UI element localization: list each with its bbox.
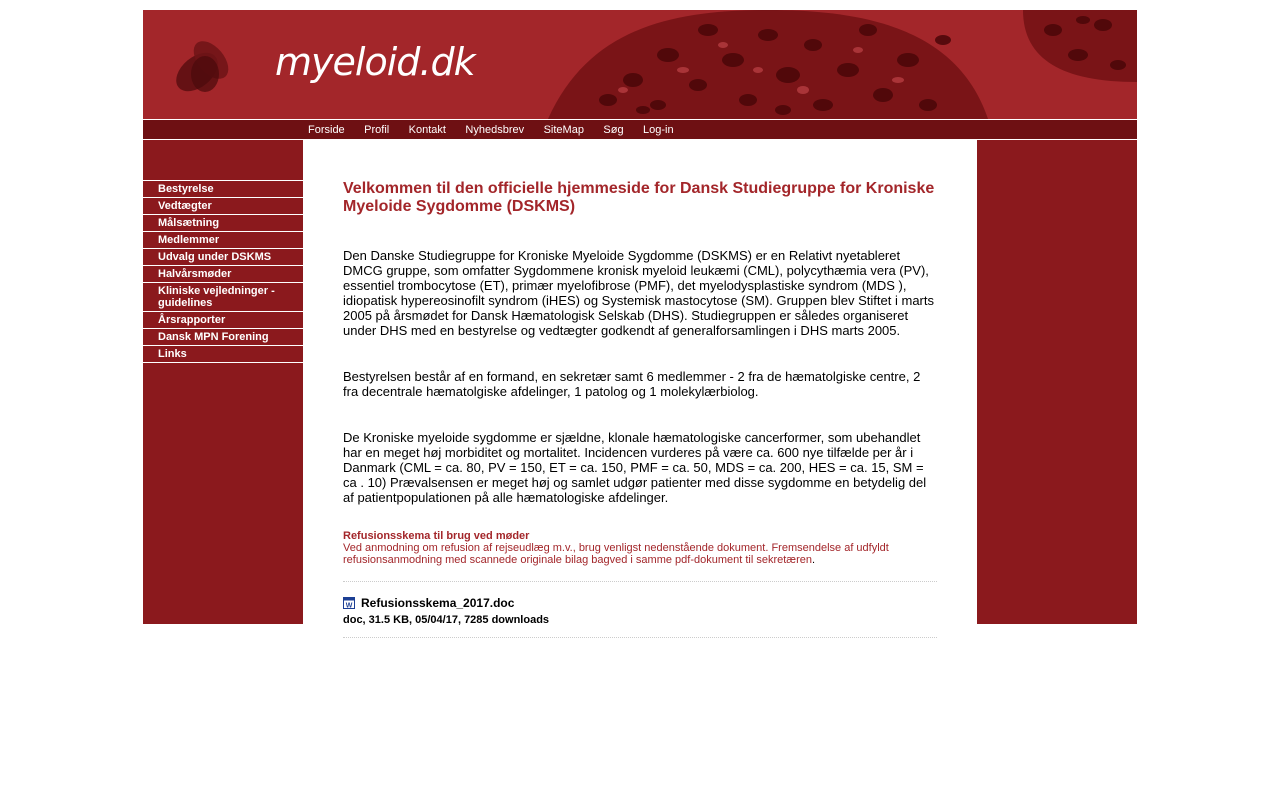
refusion-text: Ved anmodning om refusion af rejseudlæg m.v., brug venligst nedenstående dokument. Fremsendelse af udfyldt refusionsanmodning med scannede originale bilag bagved i samme pdf-dokument til sekretæren bbox=[343, 542, 889, 566]
sidebar-menu bbox=[143, 180, 303, 363]
main-content bbox=[303, 140, 977, 624]
page bbox=[143, 10, 1137, 624]
right-sidebar bbox=[977, 140, 1137, 624]
sidebar-item-bestyrelse[interactable]: Bestyrelse bbox=[143, 181, 303, 198]
blood-cells-corner-image bbox=[1023, 10, 1137, 82]
page-title: Velkommen til den officielle hjemmeside for Dansk Studiegruppe for Kroniske Myeloide Sygdomme (DSKMS) bbox=[343, 180, 935, 215]
nav-soeg[interactable]: Søg bbox=[603, 124, 624, 136]
refusion-section bbox=[343, 530, 937, 566]
left-sidebar bbox=[143, 140, 303, 624]
nav-kontakt[interactable]: Kontakt bbox=[408, 124, 446, 136]
refusion-text-end: . bbox=[812, 554, 816, 566]
nav-nyhedsbrev[interactable]: Nyhedsbrev bbox=[465, 124, 525, 136]
board-paragraph: Bestyrelsen består af en formand, en sekretær samt 6 medlemmer - 2 fra de hæmatolgiske centre, 2 fra decentrale hæmatolgiske afdelinger, 1 patolog og 1 molekylærbiolog. bbox=[343, 369, 921, 399]
sidebar-item-dansk-mpn-forening[interactable]: Dansk MPN Forening bbox=[143, 329, 303, 346]
incidence-paragraph: De Kroniske myeloide sygdomme er sjældne, klonale hæmatologiske cancerformer, som ubehandlet har en meget høj morbiditet og mortalitet. Incidencen vurderes på være ca. 600 nye tilfælde per år i Danmark (CML = ca. 80, PV = 150, ET = ca. 150, PMF = ca. 50, MDS = ca. 200, HES = ca. 15, SM = ca . 10) Prævalsensen er meget høj og samlet udgør patienter med disse sygdomme en betydelig del af patientpopulationen på alle hæmatologiske afdelinger. bbox=[343, 430, 927, 505]
sidebar-item-links[interactable]: Links bbox=[143, 346, 303, 363]
sidebar-item-maalsaetning[interactable]: Målsætning bbox=[143, 215, 303, 232]
nav-profil[interactable]: Profil bbox=[364, 124, 390, 136]
document-link[interactable]: Refusionsskema_2017.doc bbox=[361, 596, 515, 610]
article bbox=[343, 180, 937, 638]
content-columns bbox=[143, 140, 1137, 624]
document-entry bbox=[343, 582, 937, 626]
sidebar-item-medlemmer[interactable]: Medlemmer bbox=[143, 232, 303, 249]
document-meta: doc, 31.5 KB, 05/04/17, 7285 downloads bbox=[343, 614, 550, 626]
top-navigation bbox=[143, 120, 1137, 140]
word-document-icon[interactable] bbox=[343, 597, 355, 609]
site-logo-text[interactable]: myeloid.dk bbox=[275, 40, 475, 84]
sidebar-item-aarsrapporter[interactable]: Årsrapporter bbox=[143, 312, 303, 329]
nav-log-in[interactable]: Log-in bbox=[643, 124, 674, 136]
intro-paragraph: Den Danske Studiegruppe for Kroniske Myeloide Sygdomme (DSKMS) er en Relativt nyetableret DMCG gruppe, som omfatter Sygdommene kronisk myeloid leukæmi (CML), polycythæmia vera (PV), essentiel trombocytose (ET), primær myelofibrose (PMF), det myelodysplastiske syndrom (MDS ), idiopatisk hypereosinofilt syndrom (iHES) og Systemisk mastocytose (SM). Gruppen blev Stiftet i marts 2005 på årsmødet for Dansk Hæmatologisk Selskab (DHS). Studiegruppen er således organiseret under DHS med en bestyrelse og vedtægter godkendt af generalforsamlingen i DHS marts 2005. bbox=[343, 248, 934, 338]
logo-icon bbox=[171, 34, 237, 98]
blood-cells-image bbox=[548, 10, 988, 119]
sidebar-item-halvaarsmoeder[interactable]: Halvårsmøder bbox=[143, 266, 303, 283]
sidebar-item-kliniske-vejledninger[interactable]: Kliniske vejledninger - guidelines bbox=[143, 283, 303, 312]
nav-forside[interactable]: Forside bbox=[308, 124, 345, 136]
refusion-title: Refusionsskema til brug ved møder bbox=[343, 530, 530, 542]
sidebar-item-vedtaegter[interactable]: Vedtægter bbox=[143, 198, 303, 215]
nav-sitemap[interactable]: SiteMap bbox=[543, 124, 584, 136]
sidebar-item-udvalg[interactable]: Udvalg under DSKMS bbox=[143, 249, 303, 266]
svg-text:W: W bbox=[345, 602, 353, 609]
divider bbox=[343, 637, 937, 638]
site-header bbox=[143, 10, 1137, 119]
